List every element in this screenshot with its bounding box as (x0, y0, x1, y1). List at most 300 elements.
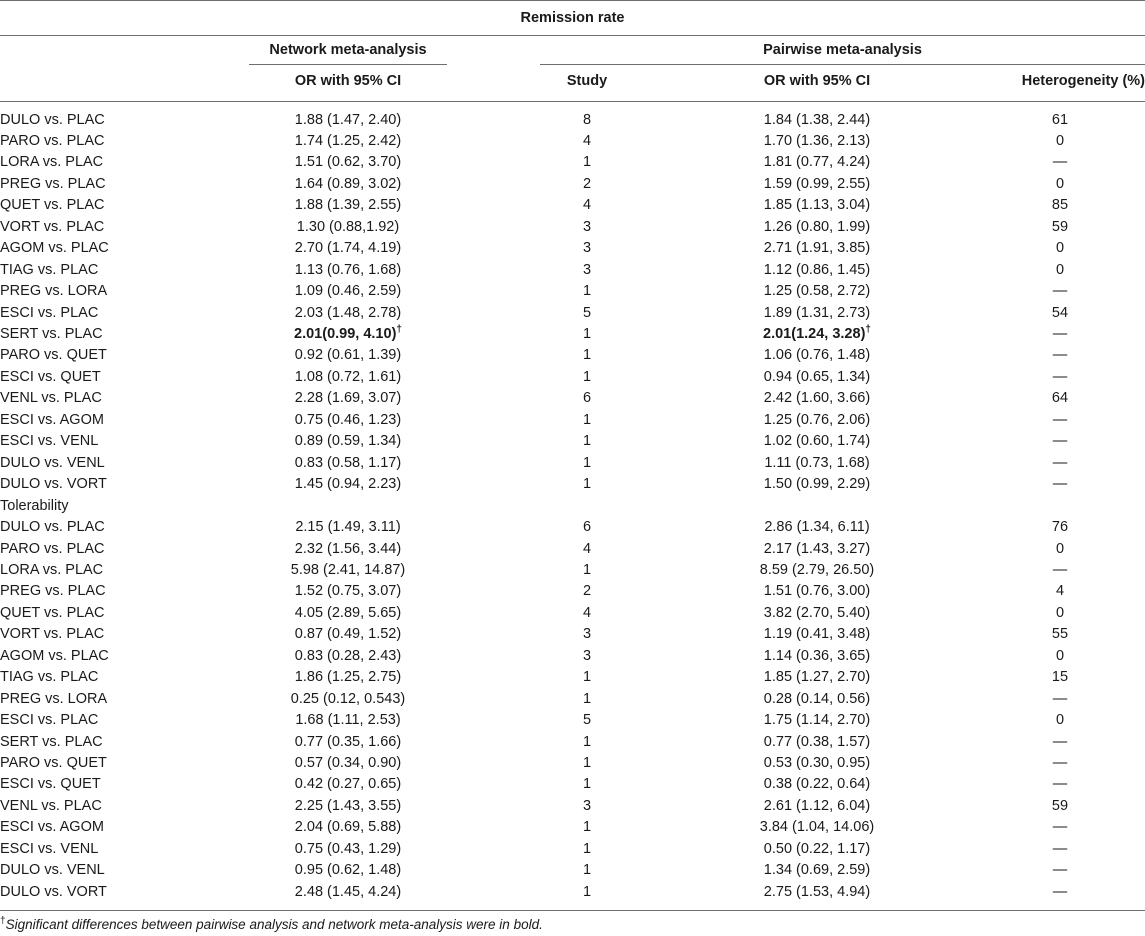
pairwise-or-value (702, 775, 932, 793)
footnote-mark: † (0, 915, 6, 927)
study-count-text: 1 (582, 883, 592, 900)
pairwise-or-value (702, 304, 932, 322)
heterogeneity-value-text: 0 (1055, 647, 1065, 664)
pairwise-or-value (702, 432, 932, 450)
study-count-text: 6 (582, 390, 592, 407)
study-count (527, 604, 647, 622)
network-or-value-text: 0.83 (0.28, 2.43) (294, 647, 402, 664)
row-label (0, 668, 98, 686)
row-label-text: ESCI vs. VENL (0, 840, 99, 857)
pairwise-or-value-text: 0.38 (0.22, 0.64) (763, 776, 871, 793)
row-label (0, 861, 105, 879)
pairwise-or-value-text: 3.82 (2.70, 5.40) (763, 604, 871, 621)
row-label-text: QUET vs. PLAC (0, 604, 105, 621)
heterogeneity-value (1030, 132, 1090, 150)
heterogeneity-value (1030, 647, 1090, 665)
row-label (0, 711, 98, 729)
pairwise-or-value-text: 1.89 (1.31, 2.73) (763, 304, 871, 321)
study-count (527, 411, 647, 429)
row-label (0, 733, 103, 751)
heterogeneity-value-text: — (1052, 840, 1068, 857)
row-label-text: ESCI vs. PLAC (0, 304, 99, 321)
heterogeneity-value (1030, 111, 1090, 129)
study-count-text: 1 (582, 819, 592, 836)
row-label (0, 304, 98, 322)
heterogeneity-value (1030, 818, 1090, 836)
pairwise-or-value (702, 733, 932, 751)
network-or-value-text: 0.57 (0.34, 0.90) (294, 755, 402, 771)
row-label (0, 389, 102, 407)
heterogeneity-value-text: — (1052, 326, 1068, 342)
study-count (527, 218, 647, 236)
study-count-text: 1 (582, 283, 592, 300)
heterogeneity-value-text: 0 (1055, 175, 1065, 192)
heterogeneity-value-text: 0 (1055, 261, 1065, 278)
study-count (527, 196, 647, 214)
network-or-value-text: 0.92 (0.61, 1.39) (294, 347, 402, 364)
study-count (527, 540, 647, 558)
pairwise-or-value-text: 1.59 (0.99, 2.55) (763, 175, 871, 192)
row-label-text: QUET vs. PLAC (0, 197, 105, 214)
network-or-value (249, 604, 447, 622)
study-count (527, 518, 647, 536)
heterogeneity-value (1030, 625, 1090, 643)
network-or-value (249, 582, 447, 600)
row-label-text: VORT vs. PLAC (0, 626, 105, 643)
pairwise-or-value-text: 0.50 (0.22, 1.17) (763, 840, 871, 857)
row-label-text: LORA vs. PLAC (0, 154, 104, 171)
network-or-value-text: 0.87 (0.49, 1.52) (294, 626, 402, 643)
pairwise-or-value (702, 389, 932, 407)
pairwise-group-rule (540, 64, 1145, 65)
study-count (527, 861, 647, 879)
row-label (0, 411, 104, 429)
heterogeneity-value-text: 59 (1051, 218, 1069, 235)
network-or-value (249, 561, 447, 579)
row-label (0, 111, 105, 129)
network-or-value-text: 2.28 (1.69, 3.07) (294, 390, 402, 407)
pairwise-or-value-text: 0.53 (0.30, 0.95) (763, 755, 871, 771)
row-label-text: AGOM vs. PLAC (0, 647, 109, 664)
pairwise-or-value (702, 883, 932, 901)
row-label-text: VORT vs. PLAC (0, 218, 105, 235)
network-or-value-text: 1.88 (1.47, 2.40) (294, 111, 402, 128)
network-or-value (249, 196, 447, 214)
heterogeneity-value (1030, 540, 1090, 558)
study-count (527, 690, 647, 708)
study-count-text: 1 (582, 454, 592, 471)
heterogeneity-value (1030, 411, 1090, 429)
pairwise-or-value-text: 1.34 (0.69, 2.59) (763, 862, 871, 879)
network-or-header: OR with 95% CI (294, 73, 402, 89)
heterogeneity-value-text: 85 (1051, 197, 1069, 214)
row-label-text: AGOM vs. PLAC (0, 240, 109, 257)
row-label (0, 239, 109, 257)
network-or-value (249, 625, 447, 643)
heterogeneity-value (1030, 368, 1090, 386)
network-or-value-text: 0.42 (0.27, 0.65) (294, 776, 402, 793)
network-or-value-text: 1.08 (0.72, 1.61) (294, 368, 402, 385)
study-count (527, 175, 647, 193)
study-count-text: 2 (582, 175, 592, 192)
row-label-text: VENL vs. PLAC (0, 797, 102, 814)
study-count-text: 1 (582, 755, 592, 771)
study-count-text: 3 (582, 240, 592, 257)
row-label (0, 454, 105, 472)
network-or-value (249, 304, 447, 322)
row-label-text: TIAG vs. PLAC (0, 261, 99, 278)
table-title: Remission rate (520, 10, 625, 26)
study-count (527, 733, 647, 751)
network-or-value-text: 2.32 (1.56, 3.44) (294, 540, 402, 557)
network-or-value-text: 1.30 (0.88,1.92) (296, 218, 400, 235)
heterogeneity-value (1030, 261, 1090, 279)
section-label-text: Tolerability (0, 497, 69, 514)
pairwise-or-value-text: 1.84 (1.38, 2.44) (763, 111, 871, 128)
heterogeneity-value (1030, 432, 1090, 450)
pairwise-or-value-text: 1.85 (1.27, 2.70) (763, 669, 871, 686)
heterogeneity-value-text: 59 (1051, 797, 1069, 814)
heterogeneity-value (1030, 239, 1090, 257)
row-label-text: DULO vs. VENL (0, 862, 105, 879)
study-count-text: 1 (582, 326, 592, 342)
pairwise-or-value-text: 1.19 (0.41, 3.48) (763, 626, 871, 643)
pairwise-or-value (702, 325, 932, 343)
study-count-text: 1 (582, 368, 592, 385)
network-or-value (249, 282, 447, 300)
study-count (527, 711, 647, 729)
heterogeneity-value (1030, 582, 1090, 600)
heterogeneity-value (1030, 218, 1090, 236)
study-count (527, 561, 647, 579)
heterogeneity-value (1030, 711, 1090, 729)
heterogeneity-value-text: — (1052, 476, 1068, 493)
study-count-text: 6 (582, 519, 592, 535)
pairwise-or-value (702, 411, 932, 429)
row-label-text: ESCI vs. AGOM (0, 819, 104, 836)
row-label (0, 647, 109, 665)
study-count-text: 1 (582, 433, 592, 450)
network-or-value-text: 2.25 (1.43, 3.55) (294, 797, 402, 814)
heterogeneity-value-text: — (1052, 883, 1068, 900)
row-label-text: DULO vs. VORT (0, 883, 107, 900)
network-group-rule (249, 64, 447, 65)
heterogeneity-value (1030, 775, 1090, 793)
pairwise-or-value (702, 518, 932, 536)
row-label-text: DULO vs. PLAC (0, 111, 105, 128)
pairwise-or-value-text: 0.77 (0.38, 1.57) (763, 733, 871, 750)
network-or-value-text: 1.45 (0.94, 2.23) (294, 476, 402, 493)
network-or-value (249, 668, 447, 686)
study-count (527, 132, 647, 150)
study-count (527, 647, 647, 665)
pairwise-or-value-text: 2.75 (1.53, 4.94) (763, 883, 871, 900)
pairwise-or-value-text: 1.14 (0.36, 3.65) (763, 647, 871, 664)
network-or-value (249, 261, 447, 279)
row-label-text: PARO vs. QUET (0, 347, 107, 364)
pairwise-group-header: Pairwise meta-analysis (763, 42, 922, 58)
pairwise-or-value-text: 1.85 (1.13, 3.04) (763, 197, 871, 214)
row-label (0, 432, 98, 450)
pairwise-or-value-text: 1.51 (0.76, 3.00) (763, 583, 871, 600)
network-or-value-text: 0.75 (0.46, 1.23) (294, 411, 402, 428)
network-or-value (249, 861, 447, 879)
network-or-value-text: 2.70 (1.74, 4.19) (294, 240, 402, 257)
study-count (527, 582, 647, 600)
network-or-value (249, 883, 447, 901)
pairwise-or-value (702, 368, 932, 386)
study-count-text: 4 (582, 540, 592, 557)
heterogeneity-value (1030, 561, 1090, 579)
heterogeneity-value (1030, 604, 1090, 622)
row-label (0, 475, 107, 493)
heterogeneity-value (1030, 346, 1090, 364)
pairwise-or-value (702, 196, 932, 214)
network-or-value-text: 1.74 (1.25, 2.42) (294, 132, 402, 149)
pairwise-or-value (702, 540, 932, 558)
pairwise-or-value (702, 647, 932, 665)
heterogeneity-value (1030, 883, 1090, 901)
title-rule (0, 35, 1145, 36)
network-or-value (249, 775, 447, 793)
row-label (0, 282, 107, 300)
heterogeneity-value (1030, 754, 1090, 772)
row-label (0, 346, 107, 364)
network-or-value-text: 4.05 (2.89, 5.65) (294, 604, 402, 621)
row-label-text: PARO vs. PLAC (0, 132, 105, 149)
row-label (0, 840, 98, 858)
study-count (527, 818, 647, 836)
bottom-rule (0, 910, 1145, 911)
row-label-text: SERT vs. PLAC (0, 326, 103, 342)
row-label (0, 883, 107, 901)
pairwise-or-value (702, 840, 932, 858)
network-or-value (249, 346, 447, 364)
network-or-value (249, 411, 447, 429)
pairwise-or-value (702, 668, 932, 686)
header-rule (0, 101, 1145, 102)
study-count-text: 5 (582, 712, 592, 729)
row-label-text: ESCI vs. QUET (0, 368, 101, 385)
heterogeneity-value (1030, 518, 1090, 536)
network-or-value (249, 518, 447, 536)
study-count-text: 1 (582, 411, 592, 428)
row-label (0, 604, 104, 622)
pairwise-or-value (702, 218, 932, 236)
study-count (527, 883, 647, 901)
study-count-text: 1 (582, 840, 592, 857)
study-count-text: 1 (582, 562, 592, 578)
row-label-text: SERT vs. PLAC (0, 733, 103, 750)
heterogeneity-value-text: 64 (1051, 390, 1069, 407)
heterogeneity-value (1030, 196, 1090, 214)
heterogeneity-value-text: — (1052, 433, 1068, 450)
study-header: Study (566, 73, 608, 89)
study-count (527, 368, 647, 386)
pairwise-or-value (702, 346, 932, 364)
study-count-text: 3 (582, 218, 592, 235)
row-label (0, 153, 103, 171)
row-label (0, 797, 102, 815)
row-label (0, 818, 104, 836)
heterogeneity-value-text: 0 (1055, 132, 1065, 149)
row-label-text: PREG vs. LORA (0, 690, 108, 707)
row-label (0, 218, 104, 236)
heterogeneity-value (1030, 861, 1090, 879)
pairwise-or-value (702, 132, 932, 150)
network-or-value-text: 5.98 (2.41, 14.87) (290, 562, 406, 578)
row-label (0, 368, 101, 386)
top-rule (0, 0, 1145, 1)
study-count (527, 325, 647, 343)
heterogeneity-value (1030, 840, 1090, 858)
pairwise-or-value (702, 754, 932, 772)
row-label-text: PREG vs. PLAC (0, 175, 106, 192)
network-or-value (249, 239, 447, 257)
pairwise-or-value (702, 861, 932, 879)
pairwise-or-value-text: 1.75 (1.14, 2.70) (763, 712, 871, 729)
network-or-value (249, 325, 447, 343)
study-count-text: 3 (582, 647, 592, 664)
heterogeneity-value-text: — (1052, 862, 1068, 879)
heterogeneity-value-text: — (1052, 562, 1068, 578)
network-or-value-text: 1.09 (0.46, 2.59) (294, 283, 402, 300)
row-label (0, 690, 107, 708)
network-or-value (249, 540, 447, 558)
row-label-text: DULO vs. VORT (0, 476, 107, 493)
network-or-value-text: 1.52 (0.75, 3.07) (294, 583, 402, 600)
heterogeneity-value (1030, 454, 1090, 472)
network-or-value (249, 711, 447, 729)
study-count-text: 1 (582, 690, 592, 707)
row-label-text: DULO vs. PLAC (0, 519, 105, 535)
heterogeneity-value (1030, 175, 1090, 193)
pairwise-or-value-text: 1.11 (0.73, 1.68) (764, 454, 870, 471)
study-count (527, 754, 647, 772)
study-count-text: 1 (582, 154, 592, 171)
row-label (0, 196, 104, 214)
heterogeneity-value-text: 15 (1051, 669, 1069, 686)
pairwise-or-value (702, 797, 932, 815)
pairwise-or-value-text: 2.86 (1.34, 6.11) (764, 519, 870, 535)
network-or-value (249, 818, 447, 836)
row-label (0, 132, 104, 150)
row-label (0, 775, 101, 793)
network-or-value-text: 0.75 (0.43, 1.29) (294, 840, 402, 857)
pairwise-or-value (702, 153, 932, 171)
row-label-text: VENL vs. PLAC (0, 390, 102, 407)
heterogeneity-value-text: — (1052, 755, 1068, 771)
pairwise-or-value-text: 2.17 (1.43, 3.27) (763, 540, 871, 557)
network-or-value (249, 797, 447, 815)
network-significance-mark: † (396, 324, 402, 336)
study-count (527, 797, 647, 815)
network-or-value (249, 368, 447, 386)
study-count (527, 111, 647, 129)
study-count (527, 625, 647, 643)
network-or-value (249, 175, 447, 193)
pairwise-or-value-text: 1.81 (0.77, 4.24) (763, 154, 871, 171)
network-or-value (249, 647, 447, 665)
heterogeneity-value-text: 55 (1051, 626, 1069, 643)
network-or-value (249, 153, 447, 171)
pairwise-or-value (702, 282, 932, 300)
footnote-text: Significant differences between pairwise analysis and network meta-analysis were in bold. (5, 917, 543, 932)
study-count (527, 153, 647, 171)
study-count-text: 4 (582, 604, 592, 621)
pairwise-or-value (702, 454, 932, 472)
study-count-text: 8 (582, 111, 592, 128)
heterogeneity-value-text: 0 (1055, 240, 1065, 257)
row-label-text: ESCI vs. AGOM (0, 411, 104, 428)
pairwise-or-value (702, 261, 932, 279)
heterogeneity-value (1030, 325, 1090, 343)
heterogeneity-value-text: — (1052, 733, 1068, 750)
row-label (0, 175, 106, 193)
network-or-value (249, 754, 447, 772)
network-or-value (249, 840, 447, 858)
network-or-value-text: 0.95 (0.62, 1.48) (294, 862, 402, 879)
network-group-header: Network meta-analysis (269, 42, 427, 58)
heterogeneity-value-text: — (1052, 819, 1068, 836)
network-or-value (249, 475, 447, 493)
pairwise-or-value-text: 1.25 (0.76, 2.06) (763, 411, 871, 428)
network-or-value-text: 2.04 (0.69, 5.88) (294, 819, 402, 836)
pairwise-or-value (702, 818, 932, 836)
heterogeneity-value (1030, 475, 1090, 493)
pairwise-or-value (702, 561, 932, 579)
heterogeneity-value-text: — (1052, 690, 1068, 707)
row-label-text: PARO vs. PLAC (0, 540, 105, 557)
network-or-value-text: 2.03 (1.48, 2.78) (294, 304, 402, 321)
heterogeneity-value-text: 0 (1055, 712, 1065, 729)
row-label-text: PREG vs. LORA (0, 283, 108, 300)
row-label (0, 582, 106, 600)
study-count-text: 1 (582, 776, 592, 793)
row-label (0, 561, 103, 579)
heterogeneity-value-text: — (1052, 411, 1068, 428)
network-or-value (249, 111, 447, 129)
network-or-value-text: 1.86 (1.25, 2.75) (294, 669, 402, 686)
pairwise-or-value (702, 711, 932, 729)
study-count-text: 1 (582, 476, 592, 493)
pairwise-or-header: OR with 95% CI (763, 73, 871, 89)
pairwise-or-value (702, 582, 932, 600)
pairwise-or-value-text: 1.26 (0.80, 1.99) (763, 218, 871, 235)
study-count-text: 2 (582, 583, 592, 600)
heterogeneity-value-text: — (1052, 454, 1068, 471)
heterogeneity-header: Heterogeneity (%) (1021, 73, 1145, 89)
row-label-text: LORA vs. PLAC (0, 562, 104, 578)
study-count (527, 282, 647, 300)
study-count-text: 1 (582, 733, 592, 750)
pairwise-or-value-text: 0.94 (0.65, 1.34) (763, 368, 871, 385)
study-count-text: 1 (582, 347, 592, 364)
pairwise-significance-mark: † (865, 324, 871, 336)
pairwise-or-value (702, 111, 932, 129)
heterogeneity-value-text: — (1052, 347, 1068, 364)
pairwise-or-value-text: 2.71 (1.91, 3.85) (763, 240, 871, 257)
pairwise-or-value-text: 1.70 (1.36, 2.13) (763, 132, 871, 149)
study-count-text: 3 (582, 626, 592, 643)
network-or-value-text: 1.51 (0.62, 3.70) (294, 154, 402, 171)
pairwise-or-value-text: 1.50 (0.99, 2.29) (763, 476, 871, 493)
row-label-text: PARO vs. QUET (0, 755, 107, 771)
heterogeneity-value (1030, 389, 1090, 407)
study-count-text: 3 (582, 261, 592, 278)
row-label-text: ESCI vs. PLAC (0, 712, 99, 729)
network-or-value-text: 0.83 (0.58, 1.17) (294, 454, 402, 471)
